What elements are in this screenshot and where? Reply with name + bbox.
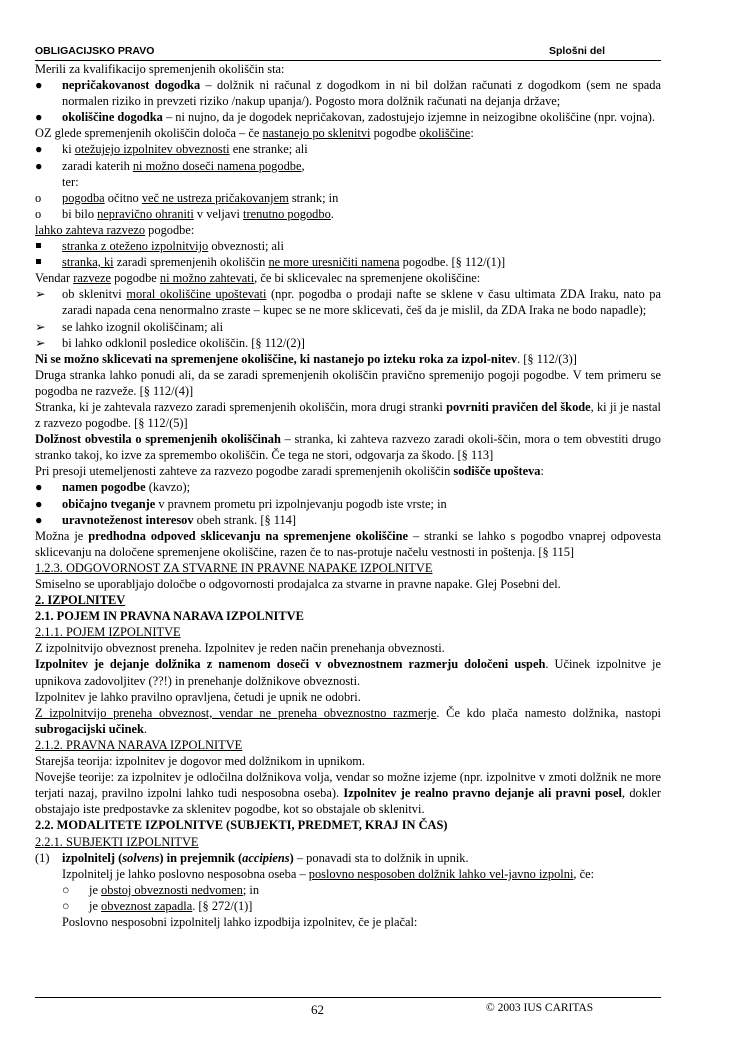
list-item: stranka, ki zaradi spremenjenih okoliščin ne more uresničiti namena pogodbe. [§ 112/(1)] (35, 254, 661, 270)
list-item: ➢ bi lahko odklonil posledice okoliščin. [§ 112/(2)] (35, 335, 305, 350)
paragraph: lahko zahteva razvezo pogodbe: (35, 222, 195, 237)
circle-bullet-icon: ○ (62, 882, 70, 897)
header-left: OBLIGACIJSKO PRAVO (35, 45, 155, 57)
paragraph: Merili za kvalifikacijo spremenjenih okoliščin sta: (35, 62, 285, 76)
bullet-icon: ● (35, 512, 43, 527)
square-bullet-icon (35, 254, 55, 270)
paragraph: Smiselno se uporabljajo določbe o odgovornosti prodajalca za stvarne in pravne napake. Glej Posebni del. (35, 577, 561, 591)
paragraph: ter: (62, 174, 79, 189)
arrow-bullet-icon: ➢ (35, 319, 46, 334)
list-item: ● nepričakovanost dogodka – dolžnik ni računal z dogodkom in ni bil dolžan računati z dogodkom (sem ne spada normalen riziko in prevzeti riziko /nakup upanja/). Pogosto mora dolžnik računati na dejanja države; (35, 78, 661, 109)
paragraph: Z izpolnitvijo preneha obveznost, vendar ne preneha obveznostno razmerje. Če kdo plača namesto dolžnika, nastopi subrogacijski učinek. (35, 705, 661, 736)
list-item: stranka z oteženo izpolnitvijo obveznosti; ali (35, 238, 661, 254)
paragraph: Vendar razveze pogodbe ni možno zahtevati, če bi sklicevalec na spremenjene okoliščine: (35, 271, 481, 286)
paragraph: Ni se možno sklicevati na spremenjene okoliščine, ki nastanejo po izteku roka za izpol-nitev. [§ 112/(3)] (35, 351, 577, 366)
list-item: ● zaradi katerih ni možno doseči namena pogodbe, (35, 158, 305, 173)
list-item: ● običajno tveganje v pravnem prometu pri izpolnjevanju pogodb iste vrste; in (35, 496, 447, 511)
paragraph: Dolžnost obvestila o spremenjenih okoliščinah – stranka, ki zahteva razvezo zaradi okoli-ščin, mora o tem obvestiti drugo stranko takoj, ko izve za spremembo okoliščin. Če tega ne stori, odgovarja za škodo. [§ 113] (35, 432, 662, 463)
list-item: ➢ se lahko izognil okoliščinam; ali (35, 319, 224, 334)
paragraph: Izpolnitev je lahko pravilno opravljena, četudi je upnik ne odobri. (35, 689, 361, 704)
list-item: ○ je obstoj obveznosti nedvomen; in (62, 882, 260, 897)
subsection-heading: 2.2.1. SUBJEKTI IZPOLNITVE (35, 834, 199, 849)
square-bullet-icon (35, 238, 55, 254)
paragraph: Izpolnitev je dejanje dolžnika z namenom doseči v obveznostnem razmerju določeni uspeh. Učinek izpolnitve je upnikova zadovoljitev (??!) in prenehanje dolžnikove obveznosti. (35, 657, 662, 688)
subsection-heading: 2.1.2. PRAVNA NARAVA IZPOLNITVE (35, 737, 243, 752)
paragraph: OZ glede spremenjenih okoliščin določa – če nastanejo po sklenitvi pogodbe okoliščine: (35, 126, 474, 141)
document-page (35, 44, 661, 930)
bullet-icon: ● (35, 142, 43, 157)
document-body (35, 61, 661, 930)
bullet-icon: ● (35, 480, 43, 495)
circle-bullet-icon: o (35, 190, 42, 205)
arrow-bullet-icon: ➢ (35, 287, 46, 302)
paragraph: Možna je predhodna odpoved sklicevanju na spremenjene okoliščine – stranki se lahko s pogodbo vnaprej odpovesta sklicevanju na določene spremenjene okoliščine, razen če to nas-protuje načelu vestnosti in poštenja. [§ 115] (35, 528, 662, 559)
list-item: ● namen pogodbe (kavzo); (35, 480, 191, 495)
chapter-heading: 2. IZPOLNITEV (35, 593, 126, 608)
circle-bullet-icon: o (35, 206, 42, 221)
bullet-icon: ● (35, 78, 43, 93)
paragraph: Novejše teorije: za izpolnitev je odločilna dolžnikova volja, vendar so možne izjeme (npr. izpolnitve v zmoti dolžnik ne more terjati nazaj, pravilno izpolni lahko tudi nesposobna oseba). Izpolnitev je realno pravno dejanje ali pravni posel, dokler obstajajo iste predpostavke za sklenitev pogodbe, kot so obstajale ob sklenitvi. (35, 770, 661, 817)
section-heading: 1.2.3. ODGOVORNOST ZA STVARNE IN PRAVNE NAPAKE IZPOLNITVE (35, 560, 433, 575)
subsection-heading: 2.1.1. POJEM IZPOLNITVE (35, 625, 181, 640)
list-item: ● okoliščine dogodka – ni nujno, da je dogodek nepričakovan, zadostujejo izjemne in neizogibne okoliščine (npr. vojna). (35, 110, 655, 125)
list-item: o bi bilo nepravično ohraniti v veljavi trenutno pogodbo. (35, 206, 334, 221)
section-heading: 2.2. MODALITETE IZPOLNITVE (SUBJEKTI, PREDMET, KRAJ IN ČAS) (35, 818, 448, 833)
paragraph: Stranka, ki je zahtevala razvezo zaradi spremenjenih okoliščin, mora drugi stranki povrniti pravičen del škode, ki ji je nastal z razvezo pogodbe. [§ 112/(5)] (35, 399, 661, 431)
item-number: (1) (35, 850, 50, 865)
list-item: ● ki otežujejo izpolnitev obveznosti ene stranke; ali (35, 142, 308, 157)
list-item: ➢ ob sklenitvi moral okoliščine upoštevati (npr. pogodba o prodaji nafte se sklene v času ultimata ZDA Iraku, nato pa zaradi napada cena nenormalno zraste – kupec se ne more sklicevati, češ da je mislil, da ZDA Iraka ne bodo napadle); (35, 287, 661, 318)
arrow-bullet-icon: ➢ (35, 335, 46, 350)
header-right: Splošni del (549, 45, 606, 57)
list-item: o pogodba očitno več ne ustreza pričakovanjem strank; in (35, 190, 339, 205)
paragraph: Starejša teorija: izpolnitev je dogovor med dolžnikom in upnikom. (35, 754, 366, 769)
paragraph: Z izpolnitvijo obveznost preneha. Izpolnitev je reden način prenehanja obveznosti. (35, 641, 445, 656)
bullet-icon: ● (35, 496, 43, 511)
section-heading: 2.1. POJEM IN PRAVNA NARAVA IZPOLNITVE (35, 609, 304, 624)
numbered-item: (1) izpolnitelj (solvens) in prejemnik (accipiens) – ponavadi sta to dolžnik in upnik. (35, 850, 469, 865)
page-header (35, 44, 661, 61)
copyright: © 2003 IUS CARITAS (486, 1002, 594, 1014)
bullet-icon: ● (35, 110, 43, 125)
circle-bullet-icon: ○ (62, 898, 70, 913)
paragraph: Izpolnitelj je lahko poslovno nesposobna oseba – poslovno nesposoben dolžnik lahko vel-javno izpolni, če: (62, 866, 595, 881)
bullet-icon: ● (35, 158, 43, 173)
paragraph: Pri presoji utemeljenosti zahteve za razvezo pogodbe zaradi spremenjenih okoliščin sodišče upošteva: (35, 464, 544, 479)
list-item: ● uravnoteženost interesov obeh strank. [§ 114] (35, 512, 297, 527)
list-item: ○ je obveznost zapadla. [§ 272/(1)] (62, 898, 253, 913)
page-footer (35, 997, 661, 1028)
paragraph: Druga stranka lahko ponudi ali, da se zaradi spremenjenih okoliščin pravično spremenijo pogoji pogodbe. V tem primeru se pogodba ne razveže. [§ 112/(4)] (35, 367, 661, 398)
page-number: 62 (311, 1002, 324, 1017)
paragraph: Poslovno nesposobni izpolnitelj lahko izpodbija izpolnitev, če je plačal: (62, 914, 418, 929)
